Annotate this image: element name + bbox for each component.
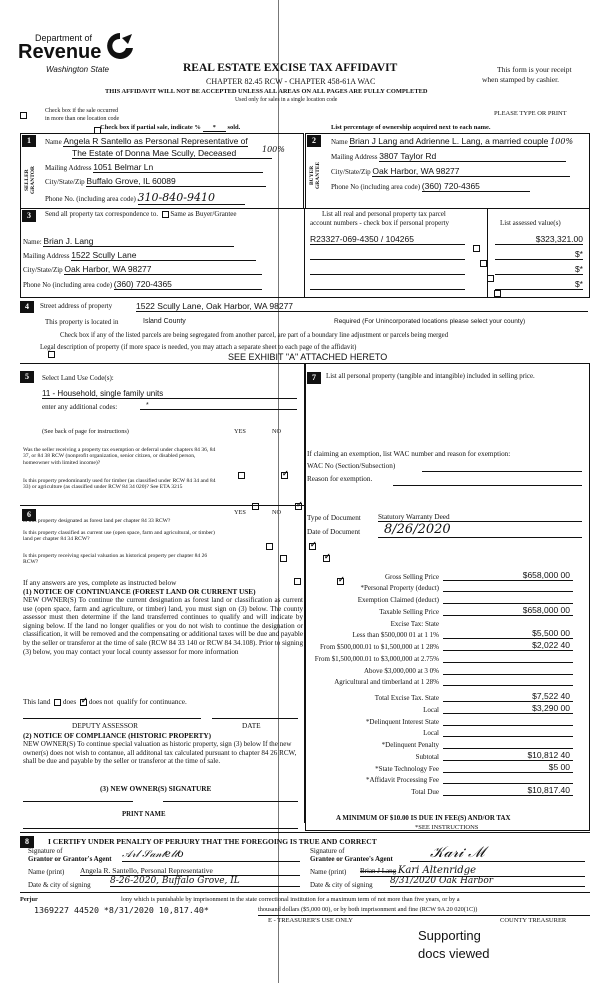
county-select[interactable]: Island County <box>143 318 186 325</box>
tax-row-label: Excise Tax: State <box>390 619 439 628</box>
multi-location-label-2: in more than one location code <box>45 116 120 122</box>
grantor-name[interactable]: Angela R. Santello, Personal Representative <box>80 866 300 876</box>
name-label: Name: <box>23 238 42 246</box>
qualify-label: qualify for continuance. <box>116 697 187 706</box>
tax-row-value[interactable]: $10,817.40 <box>443 785 573 796</box>
partial-label: Check box if partial sale, indicate % <box>100 124 201 131</box>
tax-row <box>300 749 580 761</box>
city-label: City/State/Zip <box>331 168 371 176</box>
tax-row <box>300 604 580 616</box>
tax-row-label: Gross Selling Price <box>384 572 439 581</box>
yes-checkbox[interactable] <box>266 543 273 550</box>
grantee-signature[interactable]: 𝒦𝒶𝓇𝒾 ℳ <box>410 843 585 862</box>
receipt-note-2: when stamped by cashier. <box>482 75 560 84</box>
buyer-city[interactable] <box>331 166 570 176</box>
section-number: 5 <box>20 371 34 383</box>
parcel-number-input[interactable] <box>310 264 465 275</box>
tax-row <box>300 738 580 750</box>
seller-city[interactable] <box>45 176 266 186</box>
used-only: Used only for sales in a single location code <box>235 97 338 103</box>
tax-row <box>300 691 580 703</box>
buyer-name-field[interactable] <box>331 136 573 146</box>
tax-row-label: Subtotal <box>415 752 439 761</box>
tax-row <box>300 628 580 640</box>
tax-row-value[interactable]: $2,022 40 <box>443 640 573 651</box>
grantee-name-handwritten: Kari Altenridge <box>397 865 477 876</box>
s3-mailing-value: 1522 Scully Lane <box>71 250 256 261</box>
parcel-number-input[interactable] <box>310 249 465 260</box>
seller-phone[interactable] <box>45 191 245 204</box>
parcel-number-input[interactable]: R23327-069-4350 / 104265 <box>310 234 465 245</box>
receipt-note-1: This form is your receipt <box>497 65 572 74</box>
personal-property-checkbox[interactable] <box>473 245 480 252</box>
assessed-value-input[interactable]: $323,321.00 <box>495 234 583 245</box>
seller-city-value: Buffalo Grove, IL 60089 <box>86 176 265 187</box>
print-name-label: PRINT NAME <box>122 811 166 818</box>
mailing-label: Mailing Address <box>45 164 92 172</box>
personal-property-checkbox[interactable] <box>494 290 501 297</box>
seller-side-label: SELLER GRANTOR <box>24 166 36 195</box>
tax-row <box>300 702 580 714</box>
located-label: This property is located in <box>45 318 119 326</box>
grantee-sig-label-2: Grantee or Grantee's Agent <box>310 855 393 863</box>
seller-pct: 100% <box>262 145 285 154</box>
s3-city[interactable] <box>23 264 262 274</box>
send-text: Send all property tax correspondence to. <box>45 210 159 218</box>
exemption-label: If claiming an exemption, list WAC number and reason for exemption: <box>307 450 511 458</box>
grantee-name: Brian J Lang <box>360 867 397 875</box>
no-checkbox[interactable] <box>295 503 302 510</box>
tax-row <box>300 569 580 581</box>
s6-divider <box>20 505 305 506</box>
tax-row-value[interactable]: $10,812 40 <box>443 750 573 761</box>
tax-row <box>300 726 580 738</box>
legal-label: Legal description of property (if more space is needed, you may attach a separate sheet to each page of the affidavit) <box>40 344 357 351</box>
buyer-name: Brian J Lang and Adrienne L. Lang, a married couple <box>349 136 549 146</box>
deputy-assessor-label: DEPUTY ASSESSOR <box>72 721 139 730</box>
minimum-due-note: A MINIMUM OF $10.00 IS DUE IN FEE(S) AND/OR TAX <box>336 815 511 822</box>
yes-checkbox[interactable] <box>280 555 287 562</box>
date-label: DATE <box>242 721 261 730</box>
continuance-choice <box>23 697 187 706</box>
if-yes-text: If any answers are yes, complete as instructed below <box>23 578 177 587</box>
tax-row-label: Above $3,000,000 at 3 0% <box>363 666 439 675</box>
additional-codes-input[interactable]: * <box>140 402 297 410</box>
assessor-sig-line[interactable] <box>23 718 201 719</box>
tax-row <box>300 761 580 773</box>
see-instructions: *SEE INSTRUCTIONS <box>415 824 479 831</box>
section-number: 6 <box>22 509 36 521</box>
notice-continuance-title: (1) NOTICE OF CONTINUANCE (FOREST LAND OR CURRENT USE) <box>23 587 256 596</box>
buyer-city-value: Oak Harbor, WA 98277 <box>372 166 569 177</box>
parcel-header-2: account numbers - check box if personal property <box>310 219 449 227</box>
multi-location-label: Check box if the sale occurred <box>45 108 119 114</box>
notice-compliance-body: NEW OWNER(S) To continue special valuation as historic property, sign (3) below If the new owner(s) does not wish to contanue, all additonal tax calculated pursuant to chapter 84 26 RCW, shall be due and payable by the seller or transferor at the time of sale. <box>23 740 297 766</box>
s3-name[interactable] <box>23 236 234 246</box>
tax-row-label: Total Due <box>411 788 439 797</box>
s3-divider-2 <box>487 208 488 298</box>
grantee-name-label: Name (print) <box>310 868 347 876</box>
tax-row <box>300 663 580 675</box>
buyer-mailing[interactable] <box>331 151 566 161</box>
logo-revenue: Revenue <box>18 41 102 63</box>
tax-row-label: *State Technology Fee <box>375 764 439 773</box>
buyer-phone-value: (360) 720-4365 <box>422 181 530 192</box>
cashier-receipt-stamp: 1369227 44520 *8/31/2020 10,817.40* <box>34 905 209 915</box>
question-text: Is this property predominantly used for timber (as classified under RCW 84 34 and 84 33) or agriculture (as classified under RCW 84 34 020)? See ETA 3215 <box>23 478 216 491</box>
assessed-value-input[interactable]: $* <box>495 279 583 290</box>
perjury-text: lony which is punishable by imprisonment in the state correctional institution for a maximum term of not more than five years, or by a <box>121 896 460 903</box>
wac-input[interactable] <box>422 471 582 472</box>
s8-bottom <box>20 892 590 893</box>
section-number: 8 <box>20 836 34 848</box>
county-treasurer: COUNTY TREASURER <box>500 917 567 924</box>
name-label: Name <box>331 138 348 146</box>
question-text: Is this property designated as forest land per chapter 84 33 RCW? <box>23 518 171 524</box>
tax-row <box>300 675 580 687</box>
does-not-label: does not <box>88 697 114 706</box>
tax-row-label: *Personal Property (deduct) <box>360 584 439 593</box>
does-checkbox[interactable] <box>54 699 61 706</box>
tax-row-label: Local <box>423 729 439 738</box>
tax-row-label: *Affidavit Processing Fee <box>366 776 439 785</box>
grantor-sig-label-2: Grantor or Grantor's Agent <box>28 855 112 863</box>
chapter: CHAPTER 82.45 RCW - CHAPTER 458-61A WAC <box>206 77 376 86</box>
yes-checkbox[interactable] <box>252 503 259 510</box>
s3-mailing[interactable] <box>23 250 256 260</box>
does-not-checkbox[interactable] <box>80 699 87 706</box>
s3-phone-value: (360) 720-4365 <box>114 279 262 290</box>
tax-row-label: *Delinquent Interest State <box>365 717 439 726</box>
send-label <box>45 210 236 218</box>
section-number: 4 <box>20 301 34 313</box>
mailing-label: Mailing Address <box>23 252 70 260</box>
print-name-line[interactable] <box>23 828 298 829</box>
tax-row-label: Agricultural and timberland at 1 28% <box>334 678 439 687</box>
seller-mailing-value: 1051 Belmar Ln <box>93 162 263 173</box>
street-label: Street address of property <box>40 302 113 310</box>
tax-row-value[interactable] <box>443 685 573 686</box>
doc-date-label: Date of Document <box>307 528 361 536</box>
notice-compliance-title: (2) NOTICE OF COMPLIANCE (HISTORIC PROPERTY) <box>23 731 212 740</box>
doc-date-value[interactable]: 8/26/2020 <box>378 522 582 538</box>
grantor-signature[interactable]: 𝒜𝓇𝓁 𝒮𝒶𝓃𝓉𝑒𝓁𝓁𝑜 <box>122 849 300 862</box>
section-number: 1 <box>22 135 36 147</box>
parcel-header: List all real and personal property tax parcel <box>322 210 446 218</box>
reason-label: Reason for exemption. <box>307 475 373 483</box>
supporting-docs-stamp-2: docs viewed <box>418 946 490 961</box>
tax-row-value[interactable]: $658,000 00 <box>443 605 573 616</box>
grantee-date-label: Date & city of signing <box>310 881 373 889</box>
no-header: NO <box>272 509 282 516</box>
no-checkbox[interactable] <box>281 472 288 479</box>
assessed-value-input[interactable]: $* <box>495 249 583 260</box>
grantor-sig-label: Signature of <box>28 847 63 855</box>
warning: THIS AFFIDAVIT WILL NOT BE ACCEPTED UNLESS ALL AREAS ON ALL PAGES ARE FULLY COMPLETED <box>105 88 428 95</box>
land-use-label: Select Land Use Code(s): <box>42 374 114 382</box>
city-label: City/State/Zip <box>23 266 63 274</box>
tax-row <box>300 714 580 726</box>
tax-row-label: From $1,500,000.01 to $3,000,000 at 2.75% <box>314 654 439 663</box>
s8-top <box>20 832 590 833</box>
new-owner-sig-line-2[interactable] <box>163 801 298 802</box>
grantor-name-label: Name (print) <box>28 868 65 876</box>
buyer-phone[interactable] <box>331 181 530 191</box>
s3-city-value: Oak Harbor, WA 98277 <box>64 264 261 275</box>
section-number: 2 <box>307 135 321 147</box>
personal-property-checkbox[interactable] <box>487 275 494 282</box>
mailing-label: Mailing Address <box>331 153 378 161</box>
phone-label: Phone No (including area code) <box>23 281 113 289</box>
perjury-text-2: thousand dollars ($5,000 00), or by both imprisonment and fine (RCW 9A 20 020(1C)) <box>258 906 478 913</box>
s3-name-value: Brian J. Lang <box>43 236 233 247</box>
question-text: Is this property receiving special valuation as historical property per chapter 84 26 RCW? <box>23 553 208 566</box>
notice-continuance-body: NEW OWNER(S) To continue the current designation as forest land or classification as current use (open space, farm and agriculture, or timber) land, you must sign on (3) below. The county assessor must then determine if the land transferred continues to qualify and will indicate by signing below. If the land no longer qualifies or you do not wish to continue the designation or classification, it will be removed and the compensating or additional taxes will be due and payable by the seller or transferor at the time of sale (RCW 84 33 140 or RCW 84 34.108). Prior to signing (3) below, you may contact your local county assessor for more information <box>23 596 303 656</box>
county-required-note: Required (For Unincorporated locations please select your county) <box>334 318 526 325</box>
tax-row-label: Taxable Selling Price <box>379 607 439 616</box>
multi-location-checkbox[interactable] <box>20 112 27 119</box>
additional-codes-label: enter any additional codes: <box>42 403 118 411</box>
yes-header: YES <box>234 428 246 435</box>
buyer-side-label: BUYER GRANTEE <box>309 161 321 189</box>
logo-dept: Department of <box>35 33 93 43</box>
tax-row <box>300 651 580 663</box>
street-address[interactable]: 1522 Scully Lane, Oak Harbor, WA 98277 <box>136 301 588 312</box>
same-as-buyer-label: Same as Buyer/Grantee <box>170 210 237 218</box>
tax-row <box>300 785 580 797</box>
tax-row-label: From $500,000.01 to $1,500,000 at 1 28% <box>320 643 439 652</box>
form-title: REAL ESTATE EXCISE TAX AFFIDAVIT <box>183 62 398 74</box>
grantor-date-label: Date & city of signing <box>28 881 91 889</box>
seller-phone-value: 310-840-9410 <box>138 191 245 205</box>
parcel-number-input[interactable] <box>310 279 465 290</box>
new-owner-signature-label: (3) NEW OWNER(S) SIGNATURE <box>100 784 212 793</box>
footer-line <box>258 915 590 916</box>
city-label: City/State/Zip <box>45 178 85 186</box>
land-use-code[interactable]: 11 - Household, single family units <box>42 389 297 399</box>
logo-mark-icon <box>104 30 136 62</box>
segregated-checkbox[interactable] <box>48 351 55 358</box>
doc-type-value[interactable]: Statutory Warranty Deed <box>378 513 582 522</box>
partial-sale-label <box>100 124 240 131</box>
question-text: Was the seller receiving a property tax exemption or deferral under chapters 84 36, 84 37, or 84 38 RCW (nonprofit organization, senior citizen, or disabled person, homeowner with limited income)? <box>23 447 216 466</box>
yes-header: YES <box>234 509 246 516</box>
tax-row-value[interactable]: $7,522 40 <box>443 691 573 702</box>
tax-row-value[interactable]: $658,000 00 <box>443 570 573 581</box>
same-as-buyer-checkbox[interactable] <box>162 211 169 218</box>
tax-row-label: Exemption Claimed (deduct) <box>357 596 439 605</box>
tax-row-value[interactable]: $3,290 00 <box>443 703 573 714</box>
assessor-date-line[interactable] <box>212 718 298 719</box>
supporting-docs-stamp: Supporting <box>418 928 481 943</box>
section-number: 7 <box>307 372 321 384</box>
assessed-header: List assessed value(s) <box>500 219 561 227</box>
please-type: PLEASE TYPE OR PRINT <box>494 110 567 117</box>
see-back: (See back of page for instructions) <box>42 428 129 435</box>
certify-statement: I CERTIFY UNDER PENALTY OF PERJURY THAT THE FOREGOING IS TRUE AND CORRECT <box>48 837 377 846</box>
seller-name-1: Angela R Santello as Personal Representative of <box>63 136 248 146</box>
tax-row-value[interactable]: $5,500 00 <box>443 628 573 639</box>
personal-property-label: List all personal property (tangible and intangible) included in selling price. <box>326 373 535 380</box>
seller-mailing[interactable] <box>45 162 263 172</box>
wac-label: WAC No (Section/Subsection) <box>307 462 396 470</box>
s3-phone[interactable] <box>23 279 262 289</box>
personal-property-checkbox[interactable] <box>480 260 487 267</box>
perjury-prefix: Perjur <box>20 896 38 903</box>
sold-label: sold. <box>227 124 241 131</box>
segregated-label: Check box if any of the listed parcels are being segregated from another parcel, are part of a boundary line adjustment or parcels being merged <box>60 332 449 339</box>
phone-label: Phone No (including area code) <box>331 183 421 191</box>
does-label: does <box>62 697 77 706</box>
phone-label: Phone No. (including area code) <box>45 195 136 203</box>
tax-row <box>300 616 580 628</box>
seller-name-2[interactable]: The Estate of Donna Mae Scully, Deceased <box>72 148 272 159</box>
treasurer-use-only: E - TREASURER'S USE ONLY <box>268 917 353 924</box>
legal-description[interactable]: SEE EXHIBIT "A" ATTACHED HERETO <box>228 352 388 362</box>
ownership-note: List percentage of ownership acquired next to each name. <box>331 124 491 131</box>
grantee-sig-label: Signature of <box>310 847 345 855</box>
question-text: Is this property classified as current use (open space, farm and agricultural, or timber) land per chapter 84 34 RCW? <box>23 530 215 543</box>
buyer-mailing-value: 3807 Taylor Rd <box>379 151 566 162</box>
this-land: This land <box>23 697 51 706</box>
grantor-date-city[interactable]: 8-26-2020, Buffalo Grove, IL <box>110 876 300 887</box>
no-header: NO <box>272 428 282 435</box>
logo-state: Washington State <box>46 65 110 74</box>
tax-row-value[interactable]: $5 00 <box>443 762 573 773</box>
partial-pct[interactable]: * <box>203 124 226 132</box>
section-number: 3 <box>22 210 36 222</box>
yes-checkbox[interactable] <box>238 472 245 479</box>
buyer-pct: 100% <box>550 137 574 146</box>
name-label: Name <box>45 138 62 146</box>
grantee-date-city[interactable]: 8/31/2020 Oak Harbor <box>390 876 585 887</box>
tax-row <box>300 640 580 652</box>
tax-row-label: Less than $500,000 01 at 1 1% <box>352 631 439 640</box>
doc-type-label: Type of Document <box>307 514 361 522</box>
tax-row-label: Local <box>423 705 439 714</box>
s3-divider <box>304 208 305 298</box>
tax-row <box>300 581 580 593</box>
assessed-value-input[interactable]: $* <box>495 264 583 275</box>
new-owner-sig-line[interactable] <box>23 801 133 802</box>
tax-row-label: *Delinquent Penalty <box>381 741 439 750</box>
tax-row-label: Total Excise Tax. State <box>374 694 439 703</box>
seller-name-field[interactable] <box>45 136 298 146</box>
tax-row <box>300 593 580 605</box>
reason-input[interactable] <box>393 485 582 486</box>
tax-row <box>300 773 580 785</box>
